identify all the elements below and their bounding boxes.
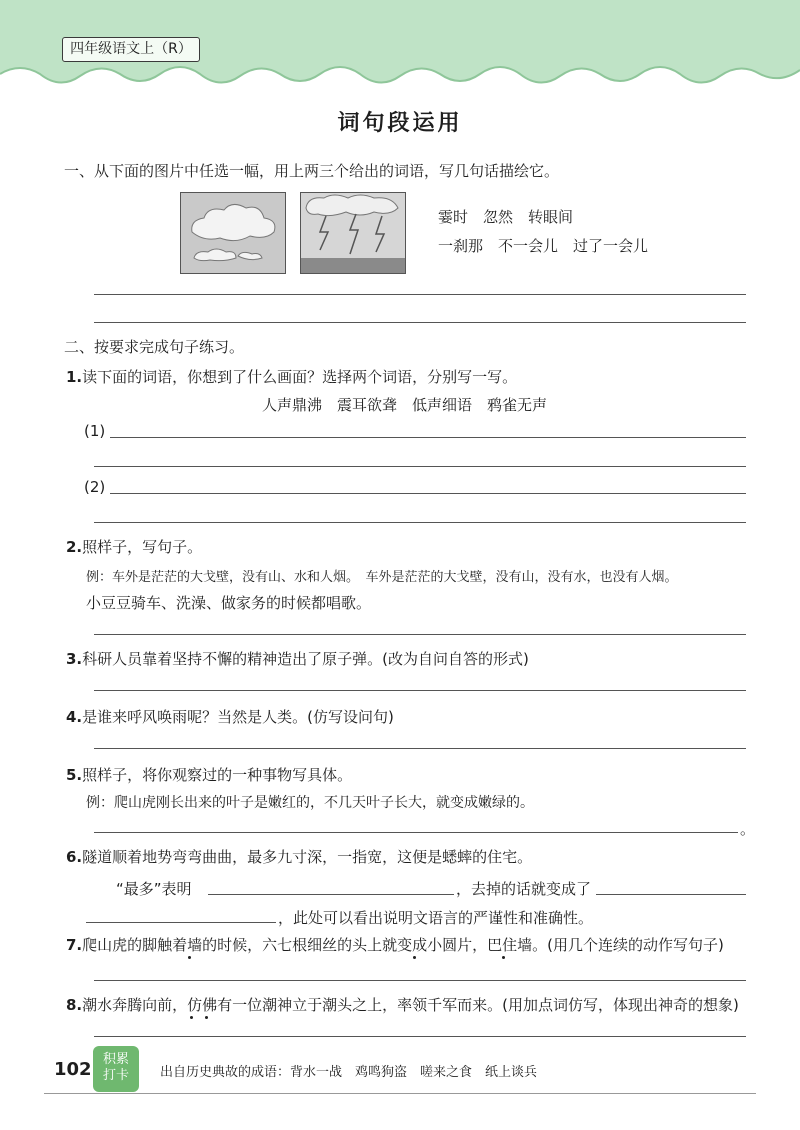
accumulate-badge <box>93 1046 139 1092</box>
question-text: 潮水奔腾向前，仿佛有一位潮神立于潮头之上，率领千军而来。(用加点词仿写，体现出神奇的想象) <box>82 996 739 1014</box>
question-text: 是谁来呼风唤雨呢？当然是人类。(仿写设问句) <box>82 708 394 726</box>
q2-prompt: 小豆豆骑车、洗澡、做家务的时候都唱歌。 <box>86 594 372 612</box>
emphasis-dot <box>188 956 191 959</box>
question-number: 2. <box>66 538 83 556</box>
answer-line[interactable] <box>94 294 746 295</box>
section2-heading: 二、按要求完成句子练习。 <box>64 338 245 356</box>
answer-line[interactable] <box>94 748 746 749</box>
thunderstorm-picture <box>300 192 406 274</box>
answer-line[interactable] <box>94 690 746 691</box>
cloud-picture <box>180 192 286 274</box>
question-number: 3. <box>66 650 83 668</box>
question-text: 科研人员靠着坚持不懈的精神造出了原子弹。(改为自问自答的形式) <box>82 650 529 668</box>
question-text: 读下面的词语，你想到了什么画面？选择两个词语，分别写一写。 <box>82 368 518 386</box>
fill-blank[interactable] <box>208 894 454 895</box>
question-number: 6. <box>66 848 83 866</box>
emphasis-dot <box>205 1016 208 1019</box>
q1-word-bank: 人声鼎沸 震耳欲聋 低声细语 鸦雀无声 <box>262 396 548 414</box>
emphasis-dot <box>413 956 416 959</box>
footer-divider <box>44 1093 756 1094</box>
answer-line[interactable] <box>110 493 746 494</box>
grade-label: 四年级语文上（R） <box>62 37 200 62</box>
question-text: 照样子，写句子。 <box>82 538 203 556</box>
q5-example: 例：爬山虎刚长出来的叶子是嫩红的，不几天叶子长大，就变成嫩绿的。 <box>86 795 534 811</box>
question-number: 4. <box>66 708 83 726</box>
answer-label-1: (1) <box>84 422 106 440</box>
q2-example: 例：车外是茫茫的大戈壁，没有山、水和人烟。 车外是茫茫的大戈壁，没有山，没有水，也没有人烟。 <box>86 570 678 585</box>
answer-line[interactable] <box>94 322 746 323</box>
question-number: 7. <box>66 936 83 954</box>
answer-line[interactable] <box>94 522 746 523</box>
q6-fill-b: ，去掉的话就变成了 <box>456 880 592 898</box>
q5-end-mark: 。 <box>740 820 756 838</box>
question-text: 照样子，将你观察过的一种事物写具体。 <box>82 766 353 784</box>
word-bank-row-1: 霎时 忽然 转眼间 <box>438 208 574 226</box>
footer-note: 出自历史典故的成语：背水一战 鸡鸣狗盗 嗟来之食 纸上谈兵 <box>160 1065 538 1080</box>
answer-line[interactable] <box>94 980 746 981</box>
answer-line[interactable] <box>94 634 746 635</box>
q6-fill-c: ，此处可以看出说明文语言的严谨性和准确性。 <box>278 909 594 927</box>
question-number: 1. <box>66 368 83 386</box>
page-title: 词句段运用 <box>337 111 463 136</box>
emphasis-dot <box>502 956 505 959</box>
fill-blank[interactable] <box>596 894 746 895</box>
badge-line-2: 打卡 <box>102 1068 129 1083</box>
answer-line[interactable] <box>94 1036 746 1037</box>
answer-line[interactable] <box>94 466 746 467</box>
word-bank-row-2: 一刹那 不一会儿 过了一会儿 <box>438 237 649 255</box>
answer-line[interactable] <box>110 437 746 438</box>
page-number: 102 <box>54 1059 92 1080</box>
badge-line-1: 积累 <box>102 1052 129 1067</box>
q6-fill-a: “最多”表明 <box>116 880 192 898</box>
answer-label-2: (2) <box>84 478 106 496</box>
question-text: 隧道顺着地势弯弯曲曲，最多九寸深，一指宽，这便是蟋蟀的住宅。 <box>82 848 533 866</box>
question-number: 5. <box>66 766 83 784</box>
question-number: 8. <box>66 996 83 1014</box>
question-text: 爬山虎的脚触着墙的时候，六七根细丝的头上就变成小圆片，巴住墙。(用几个连续的动作写句子) <box>82 936 724 954</box>
fill-blank[interactable] <box>86 922 276 923</box>
emphasis-dot <box>190 1016 193 1019</box>
answer-line[interactable] <box>94 832 738 833</box>
section1-instruction: 一、从下面的图片中任选一幅，用上两三个给出的词语，写几句话描绘它。 <box>64 162 560 180</box>
